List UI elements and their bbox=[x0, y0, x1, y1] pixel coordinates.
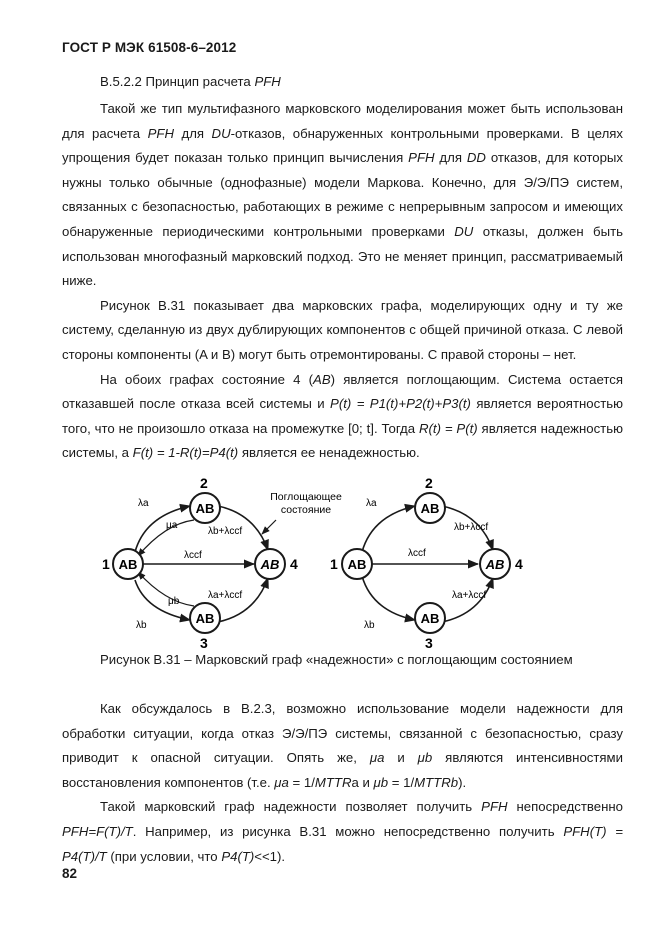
paragraph: Рисунок B.31 показывает два марковских графа, моделирующих одну и ту же систему, сделанную из двух дублирующих компонентов с общей причиной отказа. С левой стороны компоненты (A и B) могут быть отремонтированы. С правой стороны – нет. bbox=[62, 297, 623, 362]
state-number-2: 2 bbox=[425, 476, 433, 491]
right-markov-graph bbox=[330, 476, 523, 651]
label-lambda-a-plus-ccf: λa+λccf bbox=[452, 590, 487, 601]
section-title: Принцип расчета bbox=[145, 74, 255, 89]
section-number: B.5.2.2 bbox=[100, 74, 142, 89]
section-title-italic: PFH bbox=[254, 74, 281, 89]
state-number-4: 4 bbox=[515, 556, 523, 572]
paragraph: Такой же тип мультифазного марковского моделирования может быть использован для расчета PFH для DU-отказов, обнаруженных контрольными проверками. В целях упрощения будет показан только принцип вычисления PFH для DD отказов, для которых нужны только обычные (однофазные) модели Маркова. Конечно, для Э/Э/ПЭ систем, связанных с безопасностью, работающих в режиме с непрерывным запросом и имеющих обнаруженные периодическими контрольными проверками DU отказы, должен быть использован многофазный марковский подход. Это не меняет принцип, рассматриваемый ниже. bbox=[62, 101, 624, 289]
label-lambda-ccf: λccf bbox=[184, 550, 202, 561]
paragraph: На обоих графах состояние 4 (AB) является поглощающим. Система остается отказавшей после отказа всей системы и P(t) = P1(t)+P2(t)+P3(t) является вероятностью того, что не произошло отказа на промежутке [0; t]. Тогда R(t) = P(t) является надежностью системы, а F(t) = 1-R(t)=P4(t) является ее ненадежностью. bbox=[62, 371, 623, 461]
left-markov-graph bbox=[102, 476, 342, 651]
node-label: AB bbox=[485, 557, 505, 572]
document-header: ГОСТ Р МЭК 61508-6–2012 bbox=[62, 40, 237, 55]
node-label: AB bbox=[420, 611, 440, 626]
node-label: AB bbox=[347, 557, 367, 572]
paragraph: Такой марковский граф надежности позволяет получить PFH непосредственно PFH=F(T)/T. Например, из рисунка B.31 можно непосредственно получить PFH(T) = P4(T)/T (при условии, что P4(T)<<1). bbox=[62, 799, 623, 864]
node-label: AB bbox=[195, 611, 215, 626]
label-lambda-a: λa bbox=[138, 498, 149, 509]
section-heading bbox=[100, 74, 281, 89]
node-label: AB bbox=[118, 557, 138, 572]
text-block-top bbox=[62, 97, 623, 466]
label-lambda-a-plus-ccf: λa+λccf bbox=[208, 590, 243, 601]
label-mu-a: μa bbox=[166, 520, 178, 531]
label-lambda-b: λb bbox=[364, 620, 375, 631]
label-lambda-a: λa bbox=[366, 498, 377, 509]
page-number: 82 bbox=[62, 866, 78, 881]
edge-1-to-2 bbox=[135, 506, 190, 552]
edge-1-to-3 bbox=[362, 576, 415, 620]
paragraph: Как обсуждалось в B.2.3, возможно использование модели надежности для обработки ситуации, когда отказ Э/Э/ПЭ системы, связанной с безопасностью, сразу приводит к опасной ситуации. Опять же, μa и μb являются интенсивностями восстановления компонентов (т.е. μa = 1/MTTRa и μb = 1/MTTRb). bbox=[62, 701, 623, 790]
label-lambda-ccf: λccf bbox=[408, 548, 426, 559]
node-label: AB bbox=[195, 501, 215, 516]
state-number-1: 1 bbox=[330, 556, 338, 572]
markov-graph-figure bbox=[90, 476, 630, 656]
absorbing-state-annotation: Поглощающее bbox=[270, 491, 342, 503]
annotation-arrow bbox=[262, 520, 276, 534]
label-lambda-b-plus-ccf: λb+λccf bbox=[454, 522, 489, 533]
state-number-3: 3 bbox=[425, 635, 433, 651]
text-block-bottom bbox=[62, 697, 623, 869]
label-mu-b: μb bbox=[168, 596, 180, 607]
label-lambda-b-plus-ccf: λb+λccf bbox=[208, 526, 243, 537]
edge-1-to-3 bbox=[135, 580, 190, 620]
absorbing-state-annotation: состояние bbox=[280, 504, 332, 516]
state-number-1: 1 bbox=[102, 556, 110, 572]
label-lambda-b: λb bbox=[136, 620, 147, 631]
state-number-2: 2 bbox=[200, 476, 208, 491]
state-number-4: 4 bbox=[290, 556, 298, 572]
edge-3-to-1-repair bbox=[138, 572, 194, 606]
node-label: AB bbox=[260, 557, 280, 572]
state-number-3: 3 bbox=[200, 635, 208, 651]
figure-caption: Рисунок B.31 – Марковский граф «надежности» с поглощающим состоянием bbox=[100, 652, 573, 667]
edge-1-to-2 bbox=[362, 506, 415, 552]
node-label: AB bbox=[420, 501, 440, 516]
